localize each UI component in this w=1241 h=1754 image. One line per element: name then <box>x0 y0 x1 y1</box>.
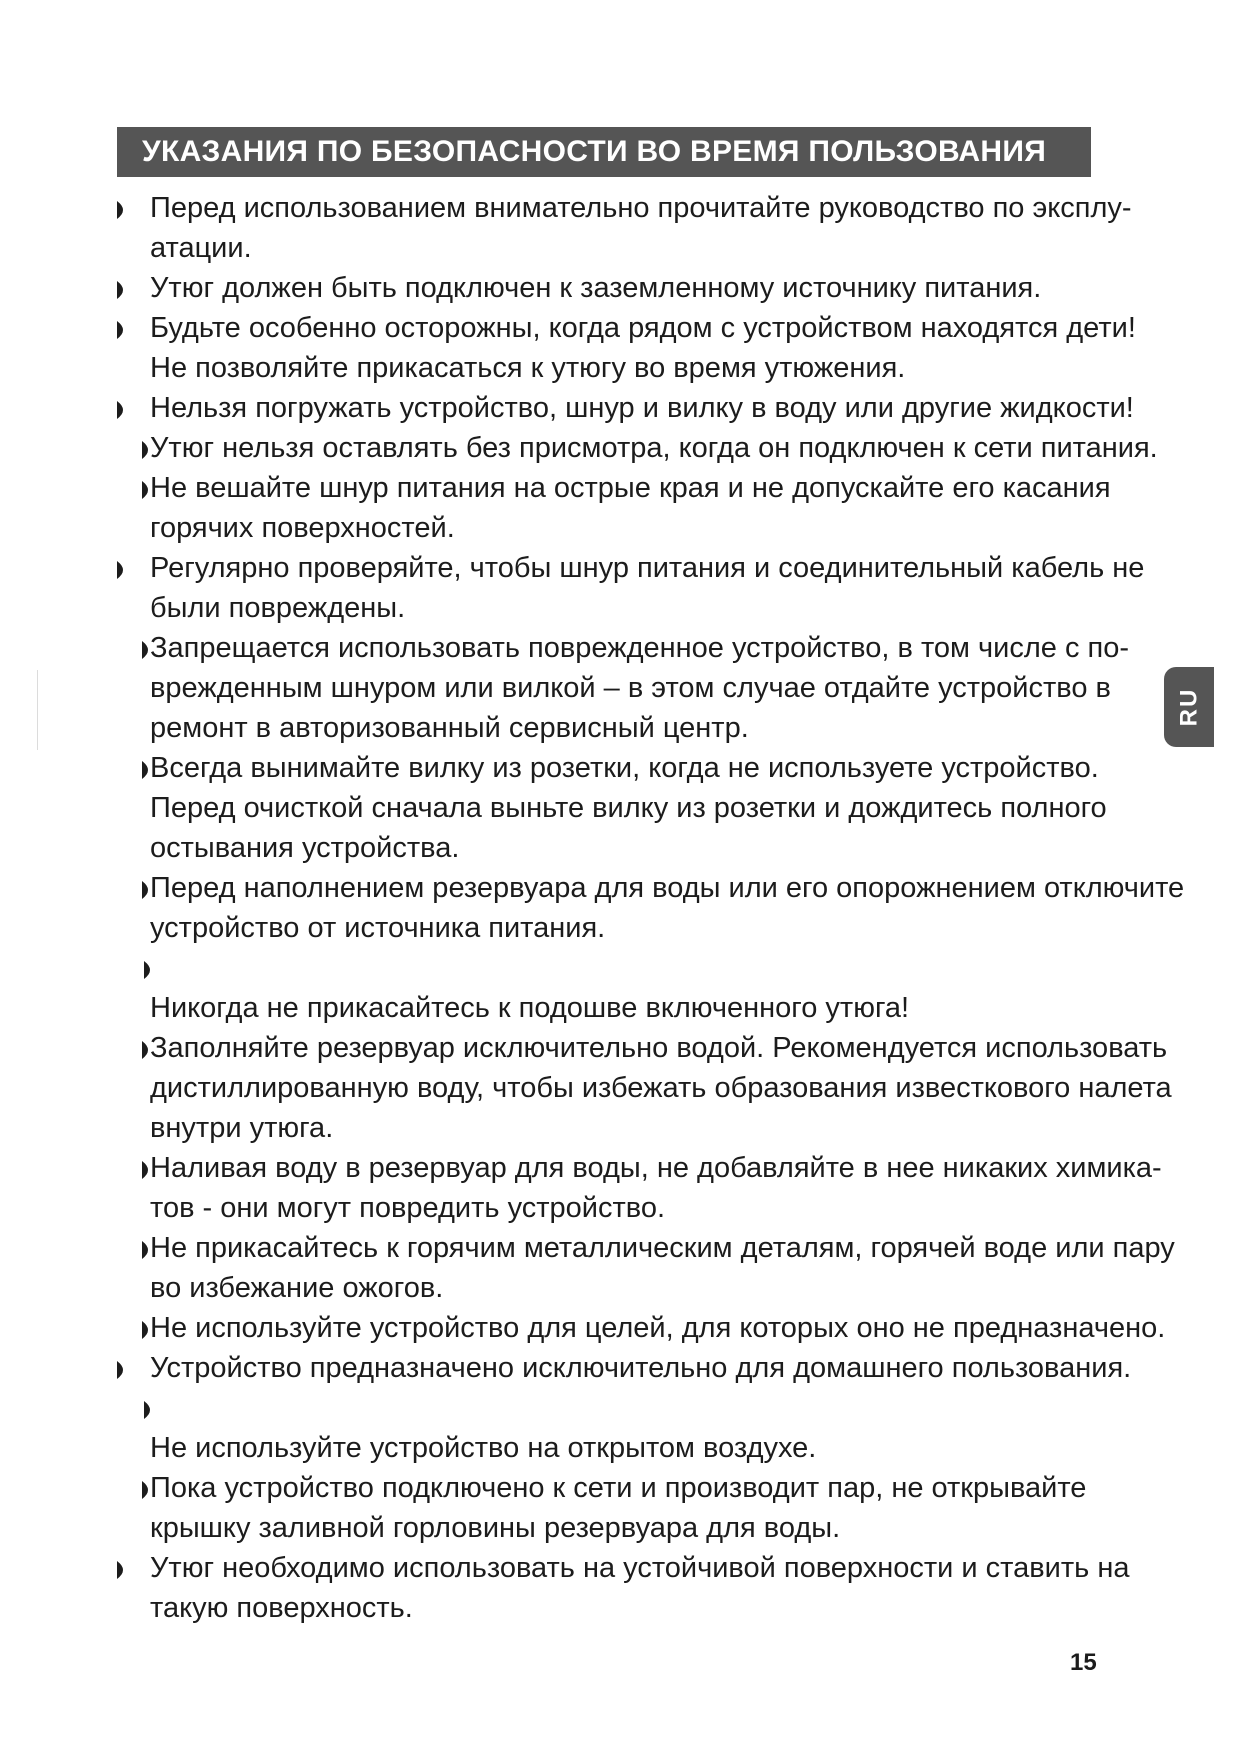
list-item <box>117 308 1136 388</box>
bullet-icon <box>142 481 154 499</box>
list-item-line: тов - они могут повредить устройство. <box>150 1192 666 1224</box>
list-item-line: Перед использованием внимательно прочитайте руководство по эксплу- <box>150 192 1132 224</box>
bullet-icon <box>117 281 129 299</box>
list-item-line: устройство от источника питания. <box>150 912 606 944</box>
list-item <box>117 468 1117 548</box>
list-item-line: Не позволяйте прикасаться к утюгу во время утюжения. <box>150 352 906 384</box>
margin-line <box>37 670 38 750</box>
list-item-line: Утюг нельзя оставлять без присмотра, когда он подключен к сети питания. <box>150 432 1158 464</box>
list-item-line: такую поверхность. <box>150 1592 413 1624</box>
list-item-line: врежденным шнуром или вилкой – в этом случае отдайте устройство в <box>150 672 1111 704</box>
list-item <box>117 1388 1117 1468</box>
bullet-icon <box>142 1241 154 1259</box>
list-item-line: Утюг должен быть подключен к заземленному источнику питания. <box>150 272 1042 304</box>
list-item-line: Регулярно проверяйте, чтобы шнур питания и соединительный кабель не <box>150 552 1145 584</box>
bullet-icon <box>117 561 129 579</box>
bullet-icon <box>142 1481 154 1499</box>
language-tab <box>1164 667 1214 747</box>
bullet-icon <box>117 1561 129 1579</box>
list-item <box>117 188 1132 268</box>
list-item <box>117 628 1130 748</box>
bullet-icon <box>142 881 154 899</box>
list-item-line: Утюг необходимо использовать на устойчивой поверхности и ставить на <box>150 1552 1130 1584</box>
list-item-line: атации. <box>150 232 252 264</box>
bullet-icon <box>142 1321 154 1339</box>
bullet-icon <box>142 761 154 779</box>
list-item <box>117 1148 1162 1228</box>
list-item-line: дистиллированную воду, чтобы избежать образования известкового налета <box>150 1072 1172 1104</box>
list-item-line: Устройство предназначено исключительно для домашнего пользования. <box>150 1352 1132 1384</box>
list-item <box>117 388 1134 428</box>
list-item-line: Наливая воду в резервуар для воды, не добавляйте в нее никаких химика- <box>150 1152 1162 1184</box>
list-item-line: Никогда не прикасайтесь к подошве включенного утюга! <box>150 992 910 1024</box>
list-item-line: ремонт в авторизованный сервисный центр. <box>150 712 749 744</box>
language-tab-label: RU <box>1174 687 1202 727</box>
bullet-icon <box>142 641 154 659</box>
bullet-icon <box>144 961 156 979</box>
list-item <box>117 1468 1117 1548</box>
list-item-line: Заполняйте резервуар исключительно водой. Рекомендуется использовать <box>150 1032 1168 1064</box>
list-item-line: Нельзя погружать устройство, шнур и вилку в воду или другие жидкости! <box>150 392 1134 424</box>
list-item <box>117 748 1117 868</box>
list-item-line: Пока устройство подключено к сети и производит пар, не открывайте <box>150 1472 1087 1504</box>
list-item-line: внутри утюга. <box>150 1112 334 1144</box>
list-item-line: Перед наполнением резервуара для воды или его опорожнением отключите <box>150 872 1185 904</box>
bullet-icon <box>144 1401 156 1419</box>
list-item-line: во избежание ожогов. <box>150 1272 444 1304</box>
list-item <box>117 548 1145 628</box>
list-item <box>117 1348 1132 1388</box>
list-item-line: Перед очисткой сначала выньте вилку из розетки и дождитесь полного <box>150 792 1107 824</box>
safety-instructions-list <box>117 188 1185 1628</box>
list-item <box>117 1228 1175 1308</box>
list-item-line: были повреждены. <box>150 592 406 624</box>
section-title: УКАЗАНИЯ ПО БЕЗОПАСНОСТИ ВО ВРЕМЯ ПОЛЬЗОВАНИЯ <box>142 135 1047 168</box>
bullet-icon <box>117 1361 129 1379</box>
section-header <box>117 127 1091 177</box>
list-item-line: Не прикасайтесь к горячим металлическим деталям, горячей воде или пару <box>150 1232 1175 1264</box>
bullet-icon <box>117 321 129 339</box>
list-item <box>117 428 1158 468</box>
list-item-line: Будьте особенно осторожны, когда рядом с устройством находятся дети! <box>150 312 1136 344</box>
list-item <box>117 868 1185 948</box>
list-item-line: горячих поверхностей. <box>150 512 455 544</box>
list-item-line: остывания устройства. <box>150 832 460 864</box>
list-item-line: Не используйте устройство на открытом воздухе. <box>150 1432 817 1464</box>
page-number: 15 <box>1070 1649 1097 1676</box>
bullet-icon <box>142 1041 154 1059</box>
bullet-icon <box>117 201 129 219</box>
list-item-line: Запрещается использовать поврежденное устройство, в том числе с по- <box>150 632 1130 664</box>
list-item <box>117 1308 1166 1348</box>
list-item <box>117 268 1117 308</box>
list-item-line: крышку заливной горловины резервуара для воды. <box>150 1512 841 1544</box>
list-item-line: Не вешайте шнур питания на острые края и не допускайте его касания <box>150 472 1111 504</box>
list-item <box>117 948 1117 1028</box>
bullet-icon <box>142 1161 154 1179</box>
bullet-icon <box>142 441 154 459</box>
list-item-line: Всегда вынимайте вилку из розетки, когда не используете устройство. <box>150 752 1099 784</box>
list-item-line: Не используйте устройство для целей, для которых оно не предназначено. <box>150 1312 1166 1344</box>
list-item <box>117 1548 1130 1628</box>
list-item <box>117 1028 1172 1148</box>
bullet-icon <box>117 401 129 419</box>
